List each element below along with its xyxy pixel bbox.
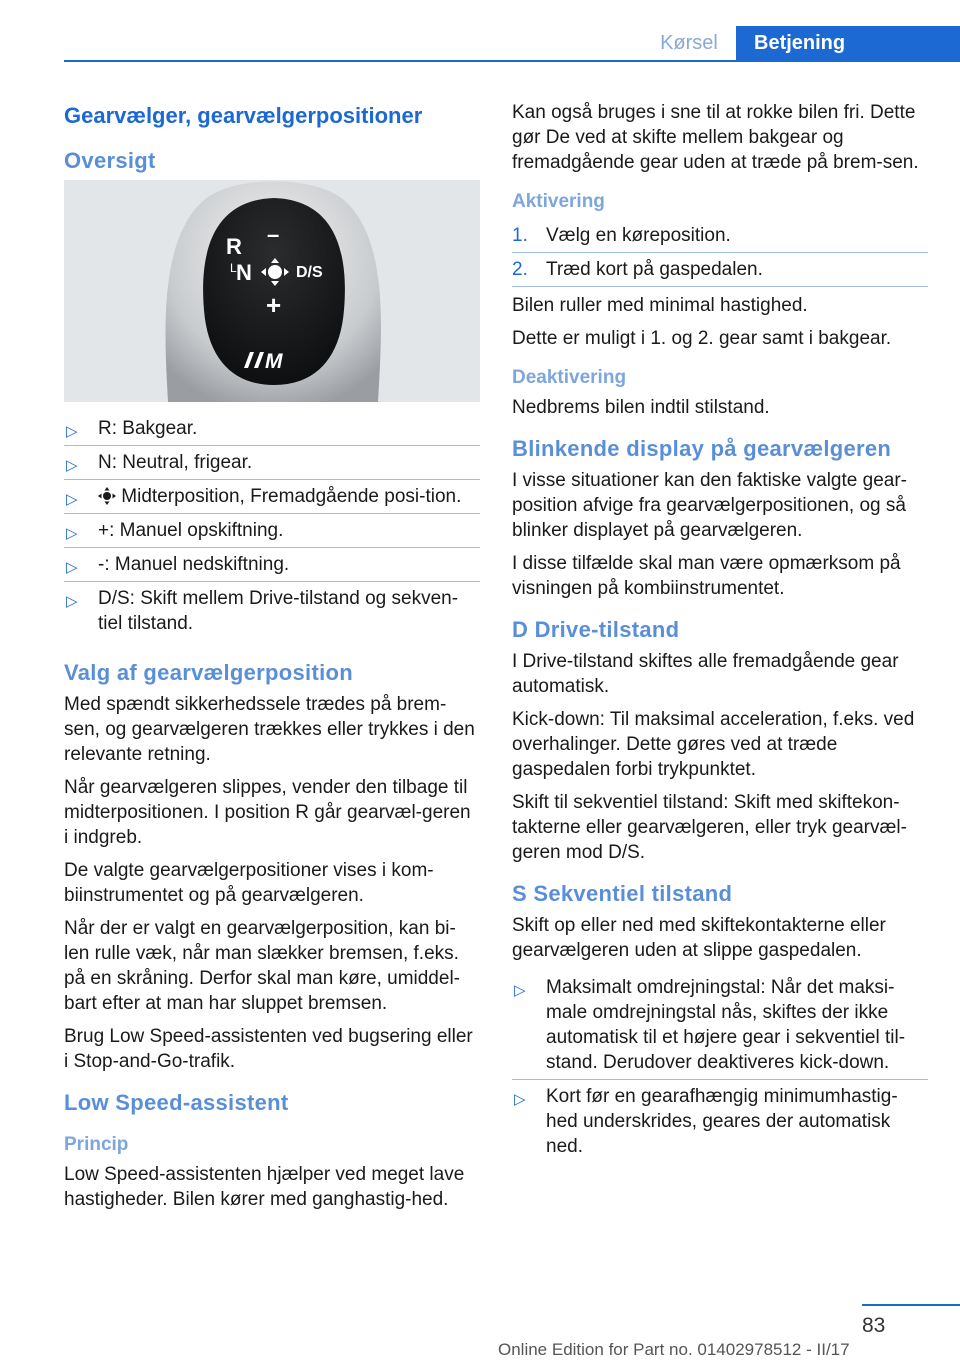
paragraph: Når der er valgt en gearvælgerposition, kan bi-len rulle væk, når man slækker bremsen, f.eks. på en skråning. Derfor skal man køre, umiddel-bart efter at man har sluppet bremsen. <box>64 918 460 1014</box>
triangle-bullet-icon: ▷ <box>66 423 78 440</box>
paragraph: Low Speed-assistenten hjælper ved meget lave hastigheder. Bilen kører med ganghastig-hed. <box>64 1164 465 1210</box>
list-item: ▷ Maksimalt omdrejningstal: Når det maksi-male omdrejningstal nås, skiftes der ikke automatisk til et højere gear i sekventiel til-stand. Derudover deaktiveres kick-down. <box>514 977 906 1073</box>
triangle-bullet-icon: ▷ <box>66 457 78 474</box>
paragraph: Nedbrems bilen indtil stilstand. <box>512 397 770 418</box>
paragraph: Kick-down: Til maksimal acceleration, f.eks. ved overhalinger. Dette gøres ved at træde gaspedalen forbi trykpunktet. <box>512 709 915 780</box>
triangle-bullet-icon: ▷ <box>66 593 78 610</box>
blink-heading: Blinkende display på gearvælgeren <box>512 436 892 461</box>
list-item: ▷ D/S: Skift mellem Drive-tilstand og sekven-tiel tilstand. <box>64 581 480 640</box>
paragraph: Med spændt sikkerhedssele trædes på brem-sen, og gearvælgeren trækkes eller trykkes i den relevante retning. <box>64 694 475 765</box>
paragraph: Bilen ruller med minimal hastighed. <box>512 295 808 316</box>
left-column <box>64 100 480 1220</box>
label-minus: – <box>267 222 280 247</box>
gear-knob-illustration <box>64 180 480 402</box>
page-number: 83 <box>862 1314 886 1337</box>
center-position-icon <box>98 487 116 505</box>
list-item: ▷ +: Manuel opskiftning. <box>64 513 480 547</box>
tab-betjening[interactable]: Betjening <box>736 26 960 60</box>
triangle-bullet-icon: ▷ <box>514 1091 526 1108</box>
drive-heading: D Drive-tilstand <box>512 617 680 642</box>
section-title: Gearvælger, gearvælgerpositioner <box>64 103 423 128</box>
center-position-icon <box>268 265 282 279</box>
triangle-bullet-icon: ▷ <box>66 559 78 576</box>
triangle-bullet-icon: ▷ <box>66 525 78 542</box>
paragraph: Dette er muligt i 1. og 2. gear samt i bakgear. <box>512 328 892 349</box>
paragraph: I disse tilfælde skal man være opmærksom på visningen på kombiinstrumentet. <box>512 553 901 599</box>
m-logo-text: M <box>265 350 283 373</box>
list-item: 1. Vælg en køreposition. <box>512 225 731 246</box>
right-column <box>512 100 928 1163</box>
paragraph: Skift op eller ned med skiftekontakterne eller gearvælgeren uden at slippe gaspedalen. <box>512 915 886 961</box>
seq-heading: S Sekventiel tilstand <box>512 881 733 906</box>
seq-list <box>512 971 928 1163</box>
list-item: ▷ R: Bakgear. <box>64 412 480 445</box>
overview-heading: Oversigt <box>64 148 156 173</box>
deactivation-heading: Deaktivering <box>512 367 627 388</box>
paragraph: Skift til sekventiel tilstand: Skift med skiftekon-takterne eller gearvælgeren, eller tryk gearvæl-geren mod D/S. <box>512 792 907 863</box>
paragraph: I Drive-tilstand skiftes alle fremadgående gear automatisk. <box>512 651 899 697</box>
header-rule <box>64 60 960 62</box>
paragraph: I visse situationer kan den faktiske valgte gear-position afvige fra gearvælgerpositionen, og så blinker displayet på gearvælgeren. <box>512 470 907 541</box>
lowspeed-heading: Low Speed-assistent <box>64 1090 289 1115</box>
activation-steps <box>512 219 928 287</box>
label-l: L <box>230 261 237 275</box>
label-ds: D/S <box>296 264 323 281</box>
label-plus: + <box>266 290 282 320</box>
list-item: ▷ N: Neutral, frigear. <box>64 445 480 479</box>
activation-heading: Aktivering <box>512 191 605 212</box>
paragraph: De valgte gearvælgerpositioner vises i kom-biinstrumentet og på gearvælgeren. <box>64 860 434 906</box>
paragraph: Brug Low Speed-assistenten ved bugsering eller i Stop-and-Go-trafik. <box>64 1026 473 1072</box>
label-r: R <box>226 234 242 259</box>
select-heading: Valg af gearvælgerposition <box>64 660 353 685</box>
paragraph: Når gearvælgeren slippes, vender den tilbage til midterpositionen. I position R går gearvæl-geren i indgreb. <box>64 777 471 848</box>
tab-korsel[interactable]: Kørsel <box>660 32 718 54</box>
triangle-bullet-icon: ▷ <box>514 982 526 999</box>
triangle-bullet-icon: ▷ <box>66 491 78 508</box>
list-item: 2. Træd kort på gaspedalen. <box>512 252 928 286</box>
principle-heading: Princip <box>64 1134 129 1155</box>
list-item: ▷ Midterposition, Fremadgående posi-tion. <box>64 479 480 513</box>
paragraph: Kan også bruges i sne til at rokke bilen fri. Dette gør De ved at skifte mellem bakgear og fremadgående gear uden at træde på brem-sen. <box>512 102 919 173</box>
footer-rule <box>862 1304 960 1306</box>
gear-selector-image <box>64 180 480 402</box>
edition-footer: Online Edition for Part no. 01402978512 - II/17 <box>498 1340 850 1359</box>
list-item: ▷ Kort før en gearafhængig minimumhastig-hed underskrides, geares der automatisk ned. <box>512 1079 928 1163</box>
position-list <box>64 412 480 640</box>
label-n: N <box>236 260 252 285</box>
list-item: ▷ -: Manuel nedskiftning. <box>64 547 480 581</box>
